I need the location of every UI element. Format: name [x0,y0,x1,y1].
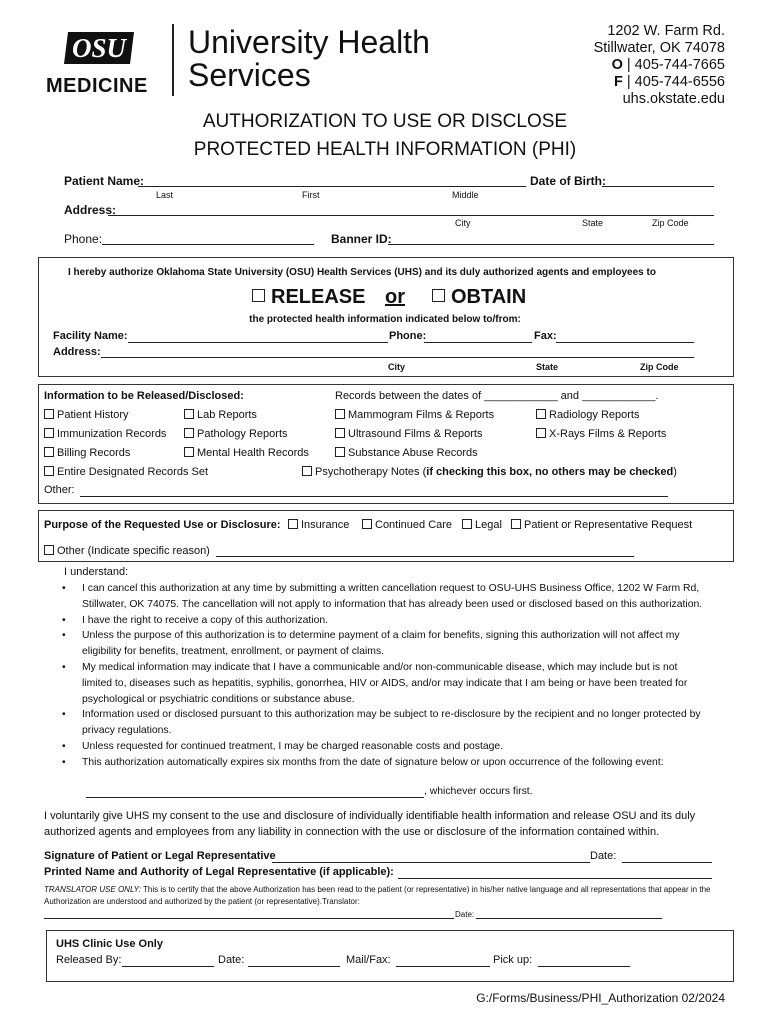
footer-form-id: G:/Forms/Business/PHI_Authorization 02/2024 [476,991,725,1005]
banner-id-label: Banner ID: [331,232,392,246]
pickup-label: Pick up: [493,954,533,966]
title-line1: AUTHORIZATION TO USE OR DISCLOSE [202,111,568,132]
signature-field[interactable] [272,862,590,863]
phone-label: Phone: [64,232,103,246]
obtain-checkbox[interactable] [432,289,445,302]
understand-bullet: • I have the right to receive a copy of this authorization. [58,613,708,629]
whichever-text: , whichever occurs first. [424,786,533,797]
logo-text: OSU [71,33,127,63]
authorize-sub: the protected health information indicated below to/from: [249,314,521,325]
psych-warning: if checking this box, no others may be checked [426,466,674,478]
last-caption: Last [156,190,174,200]
zip-caption: Zip Code [652,218,689,228]
facility-state-caption: State [536,362,559,372]
info-heading: Information to be Released/Disclosed: [44,390,244,402]
address-city: Stillwater, OK 74078 [593,40,725,56]
understand-bullet: • My medical information may indicate that I have a communicable and/or non-communicable disease, which may include but is not limited to, diseases such as hepatitis, syphilis, gonorrhea, HIV or AIDS, and/or may indicate that I am being or have been treated for psychological or psychiatric conditions or substance abuse. [58,660,708,707]
obtain-label: OBTAIN [451,286,527,308]
pickup-field[interactable] [538,966,630,967]
info-box [38,384,734,504]
option-label: Substance Abuse Records [348,447,478,459]
signature-label: Signature of Patient or Legal Representative [44,850,276,862]
facility-name-label: Facility Name: [53,330,128,342]
patient-phone-field[interactable] [102,244,314,245]
other-field[interactable] [80,496,668,497]
insurance-option[interactable] [288,519,349,531]
office-phone [594,57,725,74]
substance-abuse-option[interactable] [335,447,478,459]
understand-bullet: • Information used or disclosed pursuant to this authorization may be subject to re-disclosure by the recipient and no longer protected by privacy regulations. [58,707,708,739]
printed-name-field[interactable] [398,878,712,879]
printed-name-label: Printed Name and Authority of Legal Representative (if applicable): [44,866,394,878]
option-label: Lab Reports [197,409,257,421]
state-caption: State [582,218,604,228]
other-label: Other: [44,484,75,496]
mailfax-field[interactable] [396,966,490,967]
understand-bullet: • This authorization automatically expires six months from the date of signature below or upon occurrence of the following event: [58,755,708,771]
banner-id-field[interactable] [388,244,714,245]
facility-address-field[interactable] [101,357,694,358]
facility-phone-field[interactable] [424,342,532,343]
consent-paragraph: I voluntarily give UHS my consent to the use and disclosure of individually identifiable health information and release OSU and its duly authorized agents and employees from any liability in connection with the use or disclosure of the information contained within. [44,810,696,838]
mailfax-label: Mail/Fax: [346,954,391,966]
checkbox[interactable] [184,428,194,438]
released-by-label: Released By: [56,954,122,966]
signature-date-field[interactable] [622,862,712,863]
legal-option[interactable] [462,519,502,531]
translator-body: This is to certify that the above Authorization has been read to the patient (or representative) in his/her native language and all representations that appear in the Authorization are understood and authorized by the patient (or representative).Translator: [44,885,711,906]
facility-fax-field[interactable] [556,342,694,343]
facility-city-caption: City [388,362,406,372]
option-label: Other (Indicate specific reason) [57,545,210,557]
option-label: Patient History [57,409,129,421]
checkbox[interactable] [536,428,546,438]
option-label: Patient or Representative Request [524,519,693,531]
release-option[interactable] [252,286,365,309]
title-line2: PROTECTED HEALTH INFORMATION (PHI) [193,139,577,160]
clinic-use-heading: UHS Clinic Use Only [56,938,163,950]
checkbox[interactable] [362,519,372,529]
facility-name-field[interactable] [128,342,388,343]
phone-prefix: O [611,57,623,73]
authorize-intro: I hereby authorize Oklahoma State University (OSU) Health Services (UHS) and its duly authorized agents and employees to [68,267,656,278]
address-street: 1202 W. Farm Rd. [607,23,725,39]
option-label: Radiology Reports [549,409,640,421]
checkbox[interactable] [184,447,194,457]
checkbox[interactable] [44,545,54,555]
dates-text: Records between the dates of ____________ and ____________. [335,390,659,402]
checkbox[interactable] [44,447,54,457]
option-label: Entire Designated Records Set [57,466,209,478]
release-label: RELEASE [271,286,366,308]
mammogram-option[interactable] [335,409,494,421]
translator-name-field[interactable] [44,918,454,919]
understand-list [58,581,708,771]
ultrasound-option[interactable] [335,428,483,440]
checkbox[interactable] [44,409,54,419]
purpose-heading: Purpose of the Requested Use or Disclosure: [44,519,281,531]
website: uhs.okstate.edu [622,91,725,107]
facility-phone-label: Phone: [389,330,427,342]
immunization-option[interactable] [44,428,166,440]
uhs-title [188,26,430,92]
understand-bullet: • Unless requested for continued treatment, I may be charged reasonable costs and postage. [58,739,708,755]
phone-number: | 405-744-7665 [626,57,725,73]
understand-heading: I understand: [64,566,129,578]
option-label: Billing Records [57,447,131,459]
option-label: Immunization Records [57,428,167,440]
checkbox[interactable] [335,447,345,457]
mental-health-option[interactable] [184,447,309,459]
checkbox[interactable] [184,409,194,419]
option-label: Insurance [301,519,350,531]
checkbox[interactable] [511,519,521,529]
entire-records-option[interactable] [44,466,208,478]
option-label: Mammogram Films & Reports [348,409,495,421]
psych-end: ) [673,466,677,478]
other-reason-field[interactable] [216,556,634,557]
pathology-option[interactable] [184,428,288,440]
signature-date-label: Date: [590,850,617,862]
understand-bullet: • Unless the purpose of this authorization is to determine payment of a claim for benefits, signing this authorization will not affect my eligibility for benefits, treatment, enrollment, or payment of claims. [58,628,708,660]
other-reason-option[interactable] [44,545,210,557]
translator-text [44,884,730,908]
or-label: or [385,286,405,308]
medicine-label: MEDICINE [46,75,148,97]
option-label: X-Rays Films & Reports [549,428,667,440]
checkbox[interactable] [288,519,298,529]
option-label: Pathology Reports [197,428,288,440]
patient-name-label: Patient Name: [64,174,145,188]
xray-option[interactable] [536,428,666,440]
checkbox[interactable] [44,466,54,476]
office-fax [594,74,725,91]
translator-date-field[interactable] [476,918,662,919]
option-label: Ultrasound Films & Reports [348,428,483,440]
checkbox[interactable] [536,409,546,419]
radiology-option[interactable] [536,409,640,421]
billing-option[interactable] [44,447,130,459]
checkbox[interactable] [462,519,472,529]
patient-request-option[interactable] [511,519,692,531]
patient-history-option[interactable] [44,409,129,421]
checkbox[interactable] [44,428,54,438]
facility-fax-label: Fax: [534,330,557,342]
dob-field[interactable] [602,186,714,187]
understand-bullet: • I can cancel this authorization at any time by submitting a written cancellation request to OSU-UHS Business Office, 1202 W Farm Rd, Stillwater, OK 74075. The cancellation will not apply to information that has already been used or disclosed based on this authorization. [58,581,708,613]
facility-address-label: Address: [53,346,101,358]
release-checkbox[interactable] [252,289,265,302]
patient-address-field[interactable] [108,215,714,216]
city-caption: City [455,218,471,228]
fax-prefix: F [614,74,623,90]
expiration-event-field[interactable] [86,797,424,798]
checkbox[interactable] [335,428,345,438]
continued-care-option[interactable] [362,519,452,531]
option-label: Mental Health Records [197,447,309,459]
clinic-date-label: Date: [218,954,245,966]
translator-lead: TRANSLATOR USE ONLY: [44,885,141,894]
checkbox[interactable] [302,466,312,476]
psychotherapy-option[interactable] [302,466,677,478]
osu-logo-icon [62,28,138,68]
document-title [0,108,770,164]
patient-name-field[interactable] [138,186,526,187]
address-label: Address: [64,203,117,217]
first-caption: First [302,190,320,200]
contact-block [594,23,725,108]
obtain-option[interactable] [432,286,526,309]
uhs-title-line2: Services [188,57,311,93]
lab-reports-option[interactable] [184,409,257,421]
option-label: Continued Care [375,519,453,531]
translator-date-label: Date: [455,910,475,919]
option-label: Legal [475,519,502,531]
facility-zip-caption: Zip Code [640,362,679,372]
released-by-field[interactable] [122,966,214,967]
checkbox[interactable] [335,409,345,419]
header-divider [172,24,174,96]
uhs-title-line1: University Health [188,24,430,60]
middle-caption: Middle [452,190,479,200]
dob-label: Date of Birth: [530,174,606,188]
psych-label: Psychotherapy Notes ( [315,466,427,478]
clinic-date-field[interactable] [248,966,340,967]
fax-number: | 405-744-6556 [626,74,725,90]
